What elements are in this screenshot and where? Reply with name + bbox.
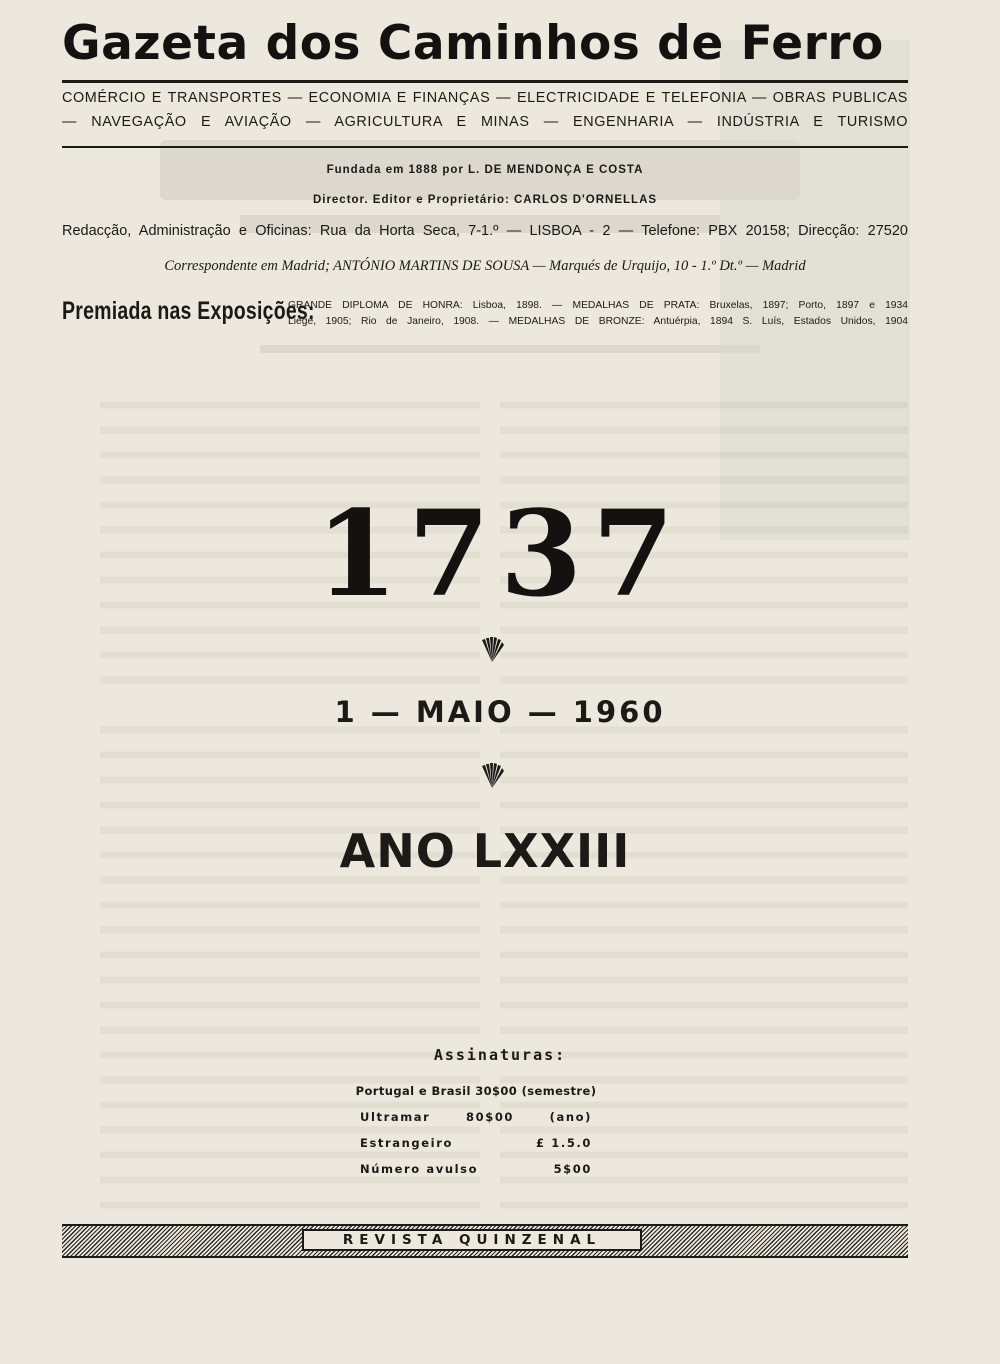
fan-ornament-icon xyxy=(478,634,506,664)
awards-line-2: Liège, 1905; Rio de Janeiro, 1908. — MEDALHAS DE BRONZE: Antuérpia, 1894 S. Luís, Estados Unidos, 1904 xyxy=(288,316,908,327)
subscription-avulso xyxy=(360,1162,592,1176)
subscription-price: 5$00 xyxy=(553,1162,592,1176)
fan-ornament-icon xyxy=(478,760,506,790)
director-line: Director. Editor e Proprietário: CARLOS D'ORNELLAS xyxy=(312,194,658,206)
subscription-label: Número avulso xyxy=(360,1162,479,1176)
subscription-estrangeiro xyxy=(360,1136,592,1150)
footer-label: REVISTA QUINZENAL xyxy=(302,1229,642,1251)
subscription-price: £ 1.5.0 xyxy=(536,1136,592,1150)
awards-list xyxy=(288,298,908,330)
subscription-ultramar xyxy=(360,1110,592,1124)
awards-line-1: GRANDE DIPLOMA DE HONRA: Lisboa, 1898. — MEDALHAS DE PRATA: Bruxelas, 1897; Porto, 1897 e 1934 xyxy=(288,300,908,311)
masthead-title: Gazeta dos Caminhos de Ferro xyxy=(62,16,884,71)
subscription-portugal-brasil: Portugal e Brasil 30$00 (semestre) xyxy=(355,1084,597,1098)
address-line: Redacção, Administração e Oficinas: Rua da Horta Seca, 7-1.º — LISBOA - 2 — Telefone: PBX 20158; Direcção: 27520 xyxy=(62,223,908,239)
issue-date: 1 — MAIO — 1960 xyxy=(334,695,666,729)
subscription-period: (ano) xyxy=(549,1110,592,1124)
subjects-line-1: COMÉRCIO E TRANSPORTES — ECONOMIA E FINANÇAS — ELECTRICIDADE E TELEFONIA — OBRAS PUBLICAS xyxy=(62,90,908,106)
masthead-rule-top xyxy=(62,80,908,83)
masthead-rule-bottom xyxy=(62,146,908,148)
issue-number: 1737 xyxy=(315,484,685,623)
subscription-label: Estrangeiro xyxy=(360,1136,453,1150)
volume-year: ANO LXXIII xyxy=(339,824,631,878)
founded-line: Fundada em 1888 por L. DE MENDONÇA E COSTA xyxy=(326,164,644,176)
madrid-correspondent-line: Correspondente em Madrid; ANTÓNIO MARTINS DE SOUSA — Marqués de Urquijo, 10 - 1.º Dt.º — Madrid xyxy=(164,258,806,274)
awards-label: Premiada nas Exposições: xyxy=(62,297,315,325)
subscription-price: 80$00 xyxy=(466,1110,515,1124)
subscription-label: Ultramar xyxy=(360,1110,431,1124)
subscriptions-title: Assinaturas: xyxy=(433,1046,567,1064)
subjects-line-2: — NAVEGAÇÃO E AVIAÇÃO — AGRICULTURA E MINAS — ENGENHARIA — INDÚSTRIA E TURISMO xyxy=(62,114,908,130)
